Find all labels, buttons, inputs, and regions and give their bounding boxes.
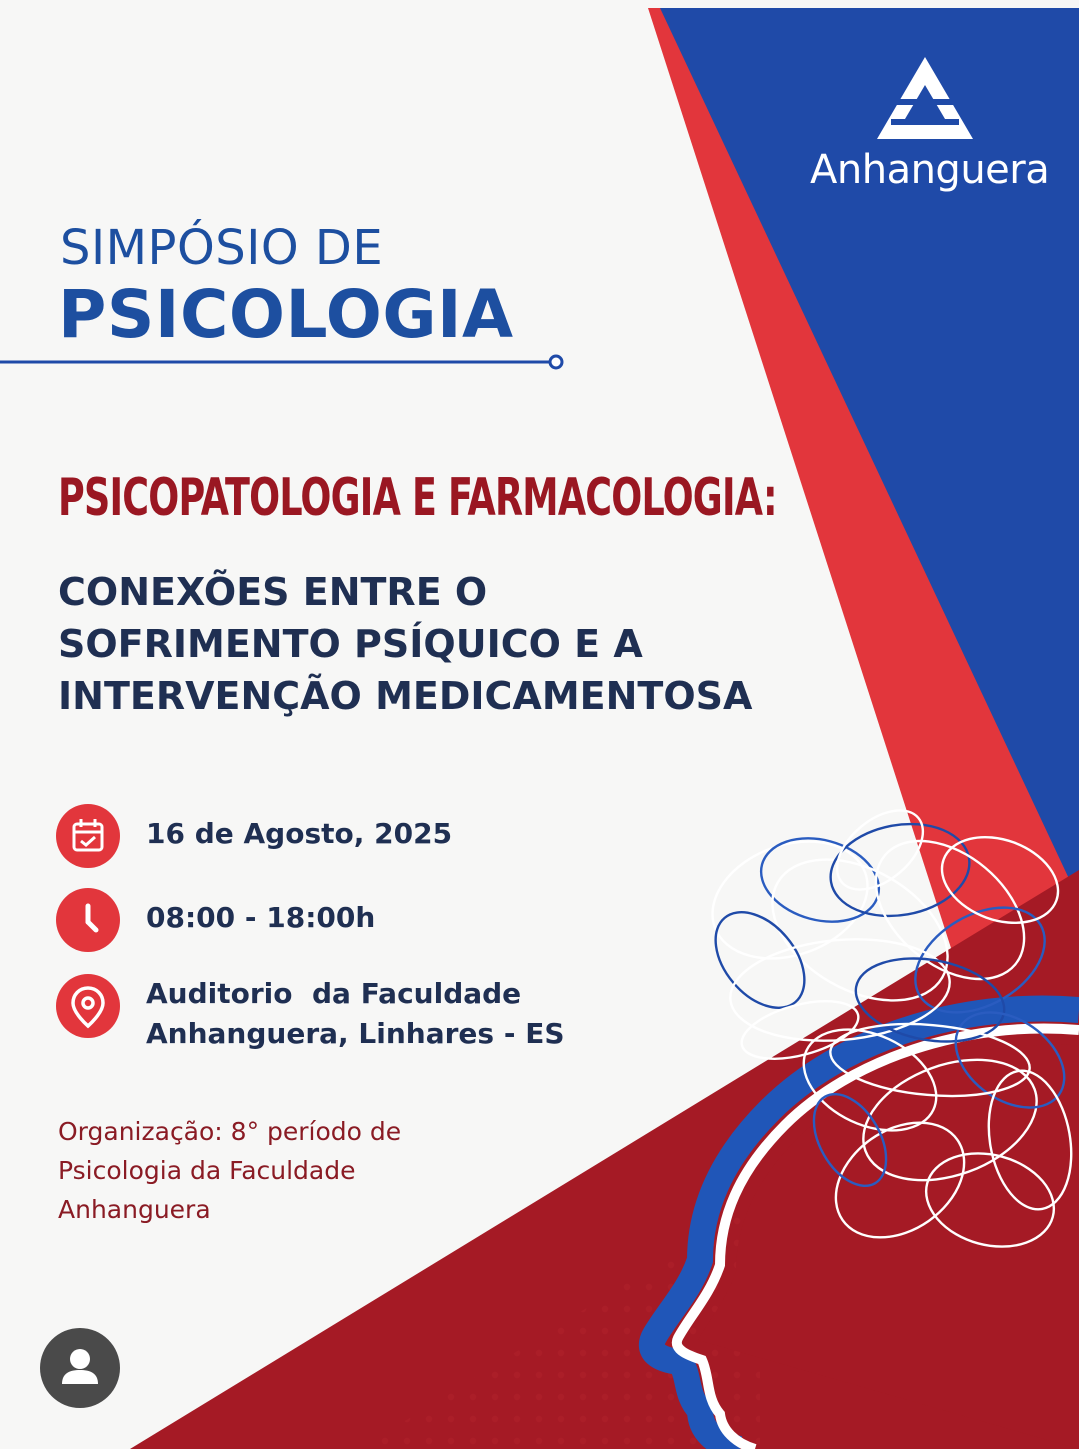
user-avatar-icon	[40, 1328, 120, 1408]
description-line: INTERVENÇÃO MEDICAMENTOSA	[58, 674, 753, 718]
event-date: 16 de Agosto, 2025	[146, 817, 453, 850]
title-line-1: SIMPÓSIO DE	[60, 220, 384, 276]
event-subtitle: PSICOPATOLOGIA E FARMACOLOGIA:	[58, 468, 777, 528]
calendar-icon	[56, 804, 120, 868]
clock-icon	[56, 888, 120, 952]
organization-credit	[58, 1112, 401, 1229]
organization-line: Psicologia da Faculdade	[58, 1156, 356, 1185]
location-line-2: Anhanguera, Linhares - ES	[146, 1017, 565, 1050]
event-location	[146, 974, 565, 1054]
location-line-1: Auditorio da Faculdade	[146, 977, 522, 1010]
description-line: SOFRIMENTO PSÍQUICO E A	[58, 622, 643, 666]
anhanguera-triangle-icon	[875, 55, 975, 145]
event-time: 08:00 - 18:00h	[146, 901, 376, 934]
organization-line: Anhanguera	[58, 1195, 211, 1224]
description-line: CONEXÕES ENTRE O	[58, 570, 488, 614]
profile-avatar-button[interactable]	[40, 1328, 120, 1408]
location-pin-icon	[56, 974, 120, 1038]
anhanguera-logo	[810, 55, 1050, 205]
divider-end-dot	[550, 356, 562, 368]
title-line-2: PSICOLOGIA	[58, 276, 514, 353]
event-description	[58, 566, 752, 722]
logo-wordmark: Anhanguera	[810, 147, 1050, 193]
organization-line: Organização: 8° período de	[58, 1117, 402, 1146]
